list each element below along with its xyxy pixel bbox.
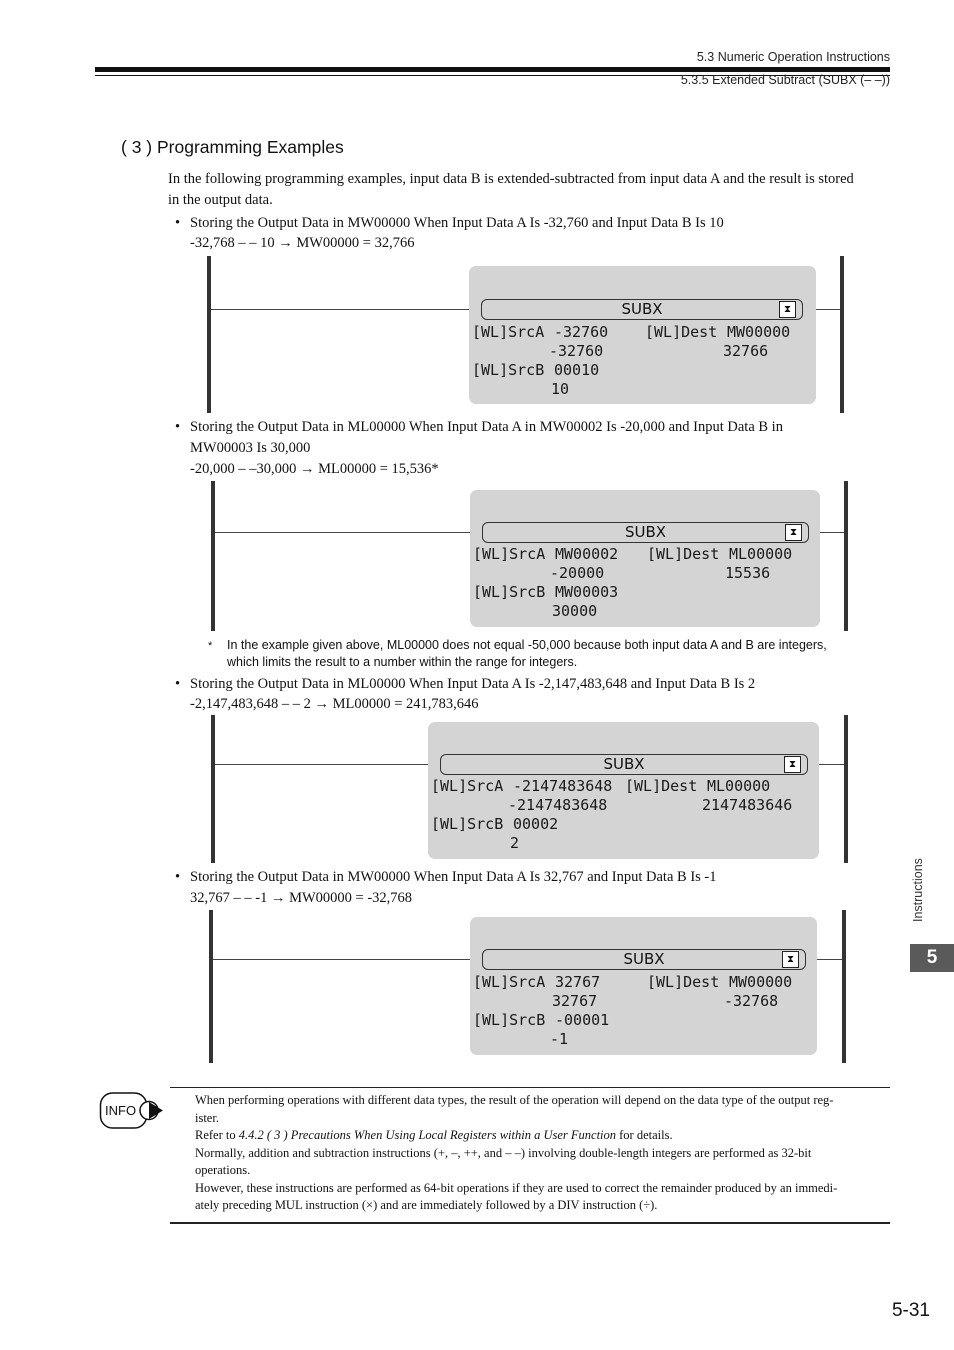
rung-line xyxy=(213,959,485,960)
dest-label: [WL]Dest xyxy=(645,323,718,341)
srcA-label: [WL]SrcA xyxy=(473,973,546,991)
dest-value: MW00000 xyxy=(729,973,793,991)
bullet-line: • Storing the Output Data in ML00000 When Input Data A in MW00002 Is -20,000 and Input Data B in xyxy=(190,419,783,435)
subx-block[interactable] xyxy=(428,722,819,859)
example-3-bullet: • Storing the Output Data in ML00000 When Input Data A Is -2,147,483,648 and Input Data B Is 2 xyxy=(190,674,755,695)
page-number: 5-31 xyxy=(891,1300,930,1321)
srcA-value: -32760 xyxy=(554,323,609,341)
footnote-mark: * xyxy=(208,640,213,652)
srcA-value: -2147483648 xyxy=(513,777,613,795)
srcA-current: -20000 xyxy=(550,564,605,582)
info-icon xyxy=(99,1091,165,1136)
dest-value: ML00000 xyxy=(707,777,771,795)
info-line: Normally, addition and subtraction instructions (+, –, ++, and – –) involving double-length integers are performed as 32-bit xyxy=(195,1145,812,1160)
srcA-current: -2147483648 xyxy=(508,796,608,814)
info-label: INFO xyxy=(105,1103,137,1118)
footnote-line: which limits the result to a number within the range for integers. xyxy=(227,655,578,669)
subx-block[interactable] xyxy=(470,490,820,627)
left-rail xyxy=(209,910,213,1063)
block-name: SUBX xyxy=(603,755,645,773)
srcB-current: 2 xyxy=(510,834,520,852)
bullet-line: MW00003 Is 30,000 xyxy=(190,440,311,456)
info-top-rule xyxy=(170,1087,890,1088)
block-title xyxy=(482,522,809,543)
srcB-label: [WL]SrcB xyxy=(472,361,545,379)
info-bottom-rule xyxy=(170,1222,890,1224)
srcB-current: 10 xyxy=(551,380,570,398)
srcB-current: 30000 xyxy=(552,602,598,620)
refer-link-text: 4.4.2 ( 3 ) Precautions When Using Local Registers within a User Function xyxy=(238,1128,617,1142)
header-subsection: 5.3.5 Extended Subtract (SUBX (– –)) xyxy=(680,73,890,87)
footnote-line: In the example given above, ML00000 does not equal -50,000 because both input data A and B are integers, xyxy=(227,638,827,652)
srcB-value: 00002 xyxy=(513,815,559,833)
subx-block[interactable] xyxy=(470,917,817,1055)
block-name: SUBX xyxy=(621,300,663,318)
dest-label: [WL]Dest xyxy=(647,973,720,991)
srcA-value: MW00002 xyxy=(555,545,619,563)
dest-current: 32766 xyxy=(723,342,769,360)
info-line: operations. xyxy=(195,1163,251,1177)
info-line: However, these instructions are performed as 64-bit operations if they are used to correct the remainder produced by an immedi- xyxy=(195,1180,838,1195)
left-rail xyxy=(211,715,215,863)
hourglass-icon: ⧗ xyxy=(782,951,799,968)
example-4-formula: 32,767 – – -1 → MW00000 = -32,768 xyxy=(190,890,413,906)
chapter-tab: 5 xyxy=(910,944,954,972)
info-refer xyxy=(195,1127,895,1145)
info-text xyxy=(195,1092,895,1215)
right-rail xyxy=(844,481,848,631)
dest-current: 2147483646 xyxy=(702,796,793,814)
block-title xyxy=(481,299,803,320)
right-rail xyxy=(840,256,844,413)
example-4-bullet: • Storing the Output Data in MW00000 When Input Data A Is 32,767 and Input Data B Is -1 xyxy=(190,867,717,888)
refer-prefix: Refer to xyxy=(195,1128,239,1142)
example-2-formula: -20,000 – –30,000 → ML00000 = 15,536* xyxy=(190,461,439,477)
info-line: When performing operations with different data types, the result of the operation will depend on the data type of the output reg- xyxy=(195,1093,834,1107)
dest-current: -32768 xyxy=(724,992,779,1010)
srcB-current: -1 xyxy=(550,1030,569,1048)
srcA-value: 32767 xyxy=(555,973,601,991)
intro-line: In the following programming examples, input data B is extended-subtracted from input data A and the result is stored xyxy=(168,171,854,187)
srcB-value: -00001 xyxy=(555,1011,610,1029)
example-2-bullet xyxy=(190,417,783,459)
block-title xyxy=(482,949,806,970)
example-1-bullet: • Storing the Output Data in MW00000 When Input Data A Is -32,760 and Input Data B Is 10 xyxy=(190,213,724,234)
header-rule xyxy=(95,67,890,72)
srcA-label: [WL]SrcA xyxy=(472,323,545,341)
srcA-current: 32767 xyxy=(552,992,598,1010)
srcB-label: [WL]SrcB xyxy=(473,1011,546,1029)
right-rail xyxy=(844,715,848,863)
refer-suffix: for details. xyxy=(616,1128,673,1142)
intro-paragraph xyxy=(168,169,854,211)
section-title: ( 3 ) Programming Examples xyxy=(121,137,344,157)
dest-value: MW00000 xyxy=(727,323,791,341)
srcB-label: [WL]SrcB xyxy=(473,583,546,601)
info-line: ister. xyxy=(195,1110,219,1125)
srcB-label: [WL]SrcB xyxy=(431,815,504,833)
dest-value: ML00000 xyxy=(729,545,793,563)
dest-label: [WL]Dest xyxy=(647,545,720,563)
rung-line xyxy=(215,532,487,533)
rung-line xyxy=(215,764,443,765)
subx-block[interactable] xyxy=(469,266,816,404)
left-rail xyxy=(207,256,211,413)
rung-line xyxy=(211,309,483,310)
dest-label: [WL]Dest xyxy=(625,777,698,795)
srcA-current: -32760 xyxy=(549,342,604,360)
dest-current: 15536 xyxy=(725,564,771,582)
right-rail xyxy=(842,910,846,1063)
srcB-value: 00010 xyxy=(554,361,600,379)
intro-line: in the output data. xyxy=(168,192,273,208)
header-section: 5.3 Numeric Operation Instructions xyxy=(696,50,890,64)
block-title xyxy=(440,754,808,775)
left-rail xyxy=(211,481,215,631)
block-name: SUBX xyxy=(623,950,665,968)
block-name: SUBX xyxy=(624,523,667,541)
hourglass-icon: ⧗ xyxy=(779,301,796,318)
hourglass-icon: ⧗ xyxy=(784,756,801,773)
hourglass-icon: ⧗ xyxy=(785,524,802,541)
example-3-formula: -2,147,483,648 – – 2 → ML00000 = 241,783,646 xyxy=(190,696,479,712)
footnote-text xyxy=(227,637,827,671)
srcB-value: MW00003 xyxy=(555,583,619,601)
srcA-label: [WL]SrcA xyxy=(431,777,504,795)
side-chapter-label: Instructions xyxy=(911,858,925,922)
info-line: ately preceding MUL instruction (×) and are immediately followed by a DIV instruction (÷). xyxy=(195,1198,658,1212)
srcA-label: [WL]SrcA xyxy=(473,545,546,563)
example-1-formula: -32,768 – – 10 → MW00000 = 32,766 xyxy=(190,235,415,251)
